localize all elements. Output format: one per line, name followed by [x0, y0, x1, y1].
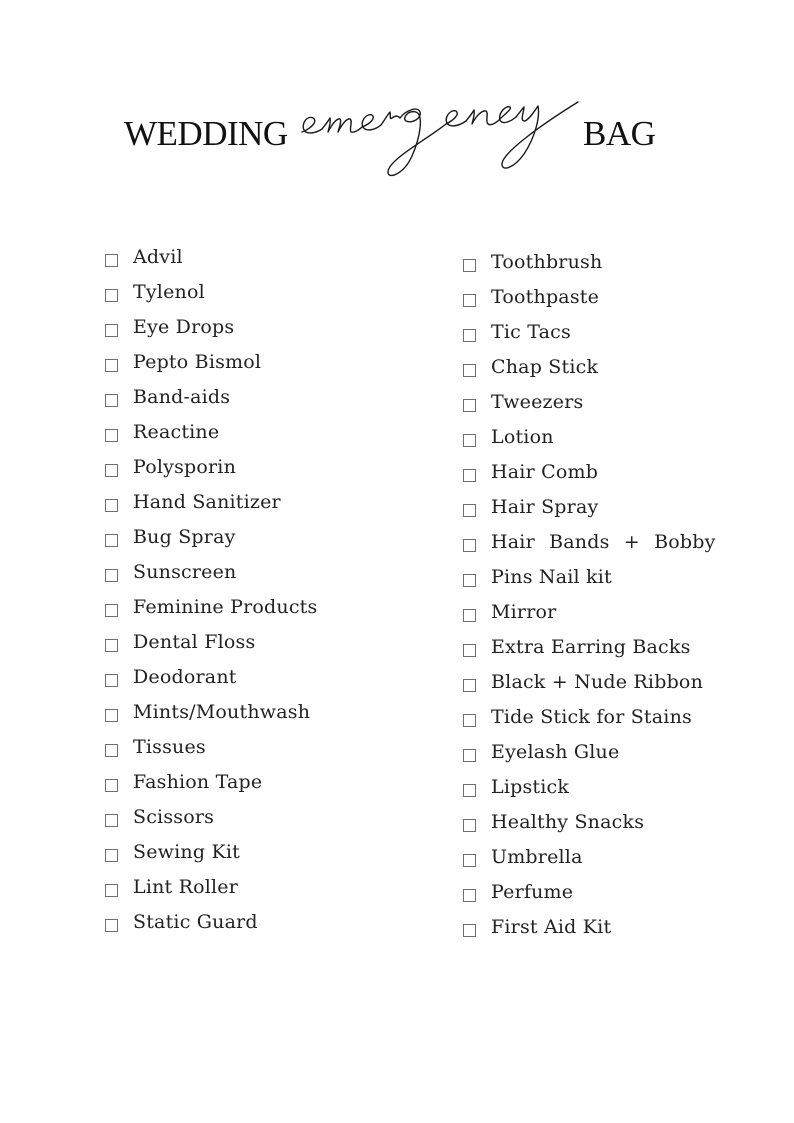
checklist-item[interactable]: [105, 764, 435, 799]
checklist-item-label: Mirror: [491, 600, 557, 623]
checklist-item[interactable]: [105, 239, 435, 274]
checklist-item-label: Eye Drops: [133, 315, 235, 338]
checklist-item-label: Reactine: [133, 420, 220, 443]
checkbox[interactable]: [463, 644, 476, 657]
checklist-item-label: Dental Floss: [133, 630, 256, 653]
checklist-item[interactable]: [105, 659, 435, 694]
checklist-item-label: Eyelash Glue: [491, 740, 620, 763]
checkbox[interactable]: [463, 329, 476, 342]
checkbox[interactable]: [105, 429, 118, 442]
checklist-item-label: Extra Earring Backs: [491, 635, 691, 658]
checklist-item[interactable]: [105, 379, 435, 414]
checklist-item-label: Deodorant: [133, 665, 237, 688]
checklist-item-label: Perfume: [491, 880, 574, 903]
checkbox[interactable]: [105, 394, 118, 407]
checklist-item[interactable]: [105, 344, 435, 379]
checklist-item-label: Tweezers: [491, 390, 584, 413]
checklist-item-label: Tide Stick for Stains: [491, 705, 692, 728]
checklist-item[interactable]: [463, 804, 793, 839]
checklist-item[interactable]: [105, 309, 435, 344]
checkbox[interactable]: [463, 854, 476, 867]
checklist-item[interactable]: [463, 769, 793, 804]
checklist-item[interactable]: [463, 594, 793, 629]
checkbox[interactable]: [105, 639, 118, 652]
checklist-item[interactable]: [105, 869, 435, 904]
checkbox[interactable]: [463, 504, 476, 517]
checklist-item-label: Polysporin: [133, 455, 237, 478]
checkbox[interactable]: [463, 364, 476, 377]
checkbox[interactable]: [463, 749, 476, 762]
checklist-item[interactable]: [463, 734, 793, 769]
checklist-item-label: Fashion Tape: [133, 770, 263, 793]
checkbox[interactable]: [463, 469, 476, 482]
title-word-bag: BAG: [583, 114, 656, 153]
title-word-wedding: WEDDING: [124, 114, 288, 153]
checklist-item-label: Toothpaste: [491, 285, 600, 308]
checklist-item[interactable]: [105, 904, 435, 939]
checkbox[interactable]: [463, 679, 476, 692]
checklist-item[interactable]: [105, 449, 435, 484]
checkbox[interactable]: [463, 259, 476, 272]
checklist-item[interactable]: [463, 419, 793, 454]
checklist-column-right: [463, 244, 793, 944]
checklist-item-label: Black + Nude Ribbon: [491, 670, 704, 693]
checklist-item[interactable]: [105, 484, 435, 519]
checkbox[interactable]: [463, 574, 476, 587]
checkbox[interactable]: [463, 294, 476, 307]
checklist-item-label: Band-aids: [133, 385, 231, 408]
checklist-item[interactable]: [105, 554, 435, 589]
checkbox[interactable]: [463, 434, 476, 447]
script-lettering-emergency: [296, 88, 588, 198]
checklist-item[interactable]: [105, 519, 435, 554]
checklist-item[interactable]: [105, 274, 435, 309]
checkbox[interactable]: [105, 359, 118, 372]
checkbox[interactable]: [463, 924, 476, 937]
checklist-item[interactable]: [463, 384, 793, 419]
checklist-item-label: Scissors: [133, 805, 215, 828]
checkbox[interactable]: [463, 784, 476, 797]
checkbox[interactable]: [105, 884, 118, 897]
checklist-item-label: Hair Spray: [491, 495, 599, 518]
checklist-item[interactable]: [463, 314, 793, 349]
checkbox[interactable]: [105, 604, 118, 617]
checklist-item-label: Hair Bands + Bobby: [491, 530, 716, 553]
checklist-item-label: Pins Nail kit: [491, 565, 612, 588]
checklist-item[interactable]: [463, 244, 793, 279]
checklist-item[interactable]: [105, 589, 435, 624]
checklist-item[interactable]: [463, 629, 793, 664]
checkbox[interactable]: [105, 919, 118, 932]
checklist-item[interactable]: [463, 559, 793, 594]
checkbox[interactable]: [105, 534, 118, 547]
checklist-item[interactable]: [463, 279, 793, 314]
checkbox[interactable]: [463, 609, 476, 622]
checklist-item-label: Mints/Mouthwash: [133, 700, 311, 723]
checklist-item-label: Sunscreen: [133, 560, 237, 583]
title-script-emergency: [296, 88, 588, 198]
checkbox[interactable]: [105, 499, 118, 512]
checklist-item-label: Lotion: [491, 425, 554, 448]
checklist-item[interactable]: [463, 349, 793, 384]
checklist-column-left: [105, 239, 435, 939]
checklist-item[interactable]: [463, 699, 793, 734]
checklist-item-label: Tylenol: [133, 280, 205, 303]
checklist-item[interactable]: [105, 694, 435, 729]
checkbox[interactable]: [463, 539, 476, 552]
checklist-item[interactable]: [463, 839, 793, 874]
checkbox[interactable]: [105, 744, 118, 757]
checklist-item-label: Chap Stick: [491, 355, 599, 378]
checkbox[interactable]: [105, 779, 118, 792]
checklist-item[interactable]: [105, 834, 435, 869]
checkbox[interactable]: [105, 814, 118, 827]
checklist-item[interactable]: [463, 874, 793, 909]
checkbox[interactable]: [463, 399, 476, 412]
checklist-item-label: Sewing Kit: [133, 840, 240, 863]
checklist-item-label: First Aid Kit: [491, 915, 612, 938]
checklist-item[interactable]: [463, 909, 793, 944]
checkbox[interactable]: [105, 289, 118, 302]
checkbox[interactable]: [105, 254, 118, 267]
checklist-item[interactable]: [105, 414, 435, 449]
checkbox[interactable]: [463, 889, 476, 902]
checklist-item-label: Hair Comb: [491, 460, 599, 483]
checklist-item-label: Advil: [133, 245, 183, 268]
checklist-item-label: Tissues: [133, 735, 206, 758]
checklist-item[interactable]: [463, 454, 793, 489]
checklist-item[interactable]: [463, 489, 793, 524]
checklist-item-label: Pepto Bismol: [133, 350, 262, 373]
checkbox[interactable]: [105, 849, 118, 862]
checklist-item-label: Umbrella: [491, 845, 583, 868]
checkbox[interactable]: [105, 569, 118, 582]
checkbox[interactable]: [463, 714, 476, 727]
checklist-item[interactable]: [105, 799, 435, 834]
checklist-item[interactable]: [105, 624, 435, 659]
checklist-item-label: Static Guard: [133, 910, 258, 933]
checklist-item[interactable]: [105, 729, 435, 764]
checkbox[interactable]: [105, 674, 118, 687]
checklist-item-label: Lipstick: [491, 775, 570, 798]
checklist-item-label: Toothbrush: [491, 250, 603, 273]
checklist-item-label: Healthy Snacks: [491, 810, 645, 833]
checklist-item-label: Hand Sanitizer: [133, 490, 281, 513]
checklist-item-label: Lint Roller: [133, 875, 239, 898]
checklist-item-label: Feminine Products: [133, 595, 318, 618]
checklist-item-label: Tic Tacs: [491, 320, 571, 343]
checklist-item-label: Bug Spray: [133, 525, 236, 548]
checkbox[interactable]: [105, 709, 118, 722]
checkbox[interactable]: [105, 464, 118, 477]
checkbox[interactable]: [105, 324, 118, 337]
page-title: [0, 88, 794, 198]
checklist-item[interactable]: [463, 664, 793, 699]
checkbox[interactable]: [463, 819, 476, 832]
checklist-item[interactable]: [463, 524, 793, 559]
